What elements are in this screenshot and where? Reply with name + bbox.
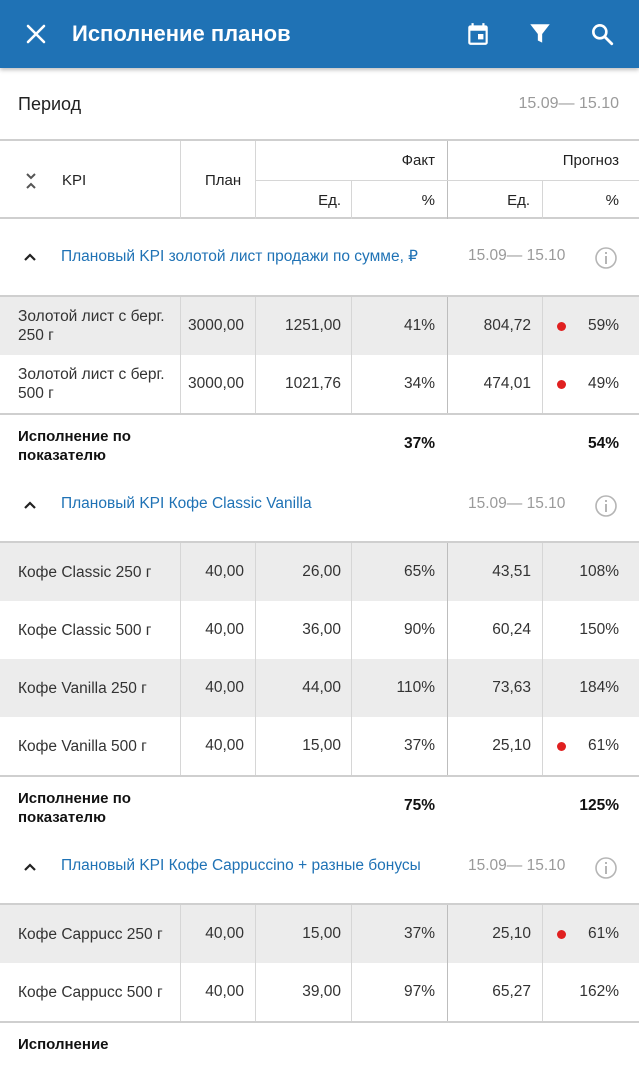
kpi-section-dates: 15.09— 15.10 — [468, 247, 566, 264]
plan-value: 3000,00 — [187, 317, 244, 334]
product-name: Золотой лист с берг. 500 г — [18, 366, 165, 402]
alert-dot-icon — [557, 930, 566, 939]
forecast-units: 25,10 — [492, 925, 531, 942]
fact-percent: 97% — [403, 983, 435, 1000]
section-total — [0, 775, 639, 846]
product-name: Золотой лист с берг. 250 г — [18, 308, 165, 344]
fact-units: 44,00 — [302, 679, 341, 696]
filter-icon[interactable] — [522, 16, 558, 52]
table-row[interactable] — [0, 601, 639, 659]
total-forecast-percent: 54% — [587, 435, 619, 452]
kpi-section-title: Плановый KPI Кофе Classic Vanilla — [61, 495, 312, 512]
collapse-all-icon[interactable] — [24, 171, 38, 196]
forecast-units: 43,51 — [492, 563, 531, 580]
period-label: Период — [18, 94, 82, 114]
fact-percent: 37% — [403, 737, 435, 754]
forecast-percent: 49% — [587, 375, 619, 392]
total-forecast-percent: 125% — [579, 797, 619, 814]
fact-percent: 34% — [403, 375, 435, 392]
total-label: Исполнение по показателю — [18, 428, 131, 464]
forecast-units: 60,24 — [492, 621, 531, 638]
table-row[interactable] — [0, 717, 639, 775]
plan-value: 3000,00 — [187, 375, 244, 392]
search-icon[interactable] — [584, 16, 620, 52]
table-row[interactable] — [0, 543, 639, 601]
chevron-up-icon[interactable] — [22, 249, 38, 265]
section-total — [0, 413, 639, 484]
plan-value: 40,00 — [205, 679, 244, 696]
forecast-units: 73,63 — [492, 679, 531, 696]
table-row[interactable] — [0, 963, 639, 1021]
header-fact-units: Ед. — [318, 192, 341, 209]
forecast-percent: 108% — [579, 563, 619, 580]
total-label: Исполнение по показателю — [18, 790, 131, 826]
table-row[interactable] — [0, 297, 639, 355]
period-row[interactable] — [0, 68, 639, 141]
chevron-up-icon[interactable] — [22, 497, 38, 513]
page-title: Исполнение планов — [72, 21, 291, 46]
forecast-units: 474,01 — [483, 375, 531, 392]
period-value: 15.09— 15.10 — [518, 95, 619, 112]
fact-percent: 110% — [396, 679, 435, 696]
kpi-section-header[interactable] — [0, 484, 639, 543]
plan-value: 40,00 — [205, 983, 244, 1000]
kpi-section-dates: 15.09— 15.10 — [468, 495, 566, 512]
header-plan: План — [205, 172, 242, 189]
fact-units: 36,00 — [302, 621, 341, 638]
table-row[interactable] — [0, 905, 639, 963]
forecast-units: 65,27 — [492, 983, 531, 1000]
header-forecast-units: Ед. — [507, 192, 530, 209]
chevron-up-icon[interactable] — [22, 859, 38, 875]
alert-dot-icon — [557, 380, 566, 389]
kpi-section-title: Плановый KPI Кофе Cappuccino + разные бонусы — [61, 857, 421, 874]
info-icon[interactable] — [594, 494, 618, 518]
alert-dot-icon — [557, 742, 566, 751]
forecast-units: 804,72 — [483, 317, 531, 334]
fact-percent: 41% — [403, 317, 435, 334]
close-icon[interactable] — [18, 16, 54, 52]
product-name: Кофе Cappucc 250 г — [18, 925, 163, 943]
table-header — [0, 141, 639, 219]
fact-units: 15,00 — [302, 925, 341, 942]
plan-value: 40,00 — [205, 925, 244, 942]
product-name: Кофе Classic 250 г — [18, 563, 152, 581]
header-fact: Факт — [401, 152, 435, 169]
fact-units: 15,00 — [302, 737, 341, 754]
forecast-percent: 162% — [579, 983, 619, 1000]
forecast-percent: 184% — [579, 679, 619, 696]
forecast-units: 25,10 — [492, 737, 531, 754]
product-name: Кофе Vanilla 500 г — [18, 737, 147, 755]
header-kpi[interactable]: KPI — [62, 172, 87, 189]
forecast-percent: 61% — [587, 737, 619, 754]
info-icon[interactable] — [594, 246, 618, 270]
fact-percent: 37% — [403, 925, 435, 942]
fact-percent: 90% — [403, 621, 435, 638]
info-icon[interactable] — [594, 856, 618, 880]
app-bar — [0, 0, 639, 68]
kpi-section-header[interactable] — [0, 219, 639, 297]
forecast-percent: 150% — [579, 621, 619, 638]
fact-units: 39,00 — [302, 983, 341, 1000]
kpi-list — [0, 219, 639, 1092]
product-name: Кофе Cappucc 500 г — [18, 983, 163, 1001]
total-fact-percent: 75% — [403, 797, 435, 814]
forecast-percent: 61% — [587, 925, 619, 942]
table-row[interactable] — [0, 355, 639, 413]
kpi-section-dates: 15.09— 15.10 — [468, 857, 566, 874]
total-label: Исполнение — [18, 1036, 109, 1053]
forecast-percent: 59% — [587, 317, 619, 334]
fact-units: 1251,00 — [284, 317, 341, 334]
fact-units: 1021,76 — [284, 375, 341, 392]
table-row[interactable] — [0, 659, 639, 717]
fact-percent: 65% — [403, 563, 435, 580]
plan-value: 40,00 — [205, 563, 244, 580]
calendar-icon[interactable] — [460, 16, 496, 52]
header-forecast: Прогноз — [562, 152, 619, 169]
header-forecast-percent: % — [605, 192, 619, 209]
product-name: Кофе Vanilla 250 г — [18, 679, 147, 697]
alert-dot-icon — [557, 322, 566, 331]
kpi-section-header[interactable] — [0, 846, 639, 905]
total-fact-percent: 37% — [403, 435, 435, 452]
plan-value: 40,00 — [205, 621, 244, 638]
section-total — [0, 1021, 639, 1092]
header-fact-percent: % — [421, 192, 435, 209]
product-name: Кофе Classic 500 г — [18, 621, 152, 639]
kpi-section-title: Плановый KPI золотой лист продажи по сумме, ₽ — [61, 248, 419, 265]
plan-value: 40,00 — [205, 737, 244, 754]
fact-units: 26,00 — [302, 563, 341, 580]
